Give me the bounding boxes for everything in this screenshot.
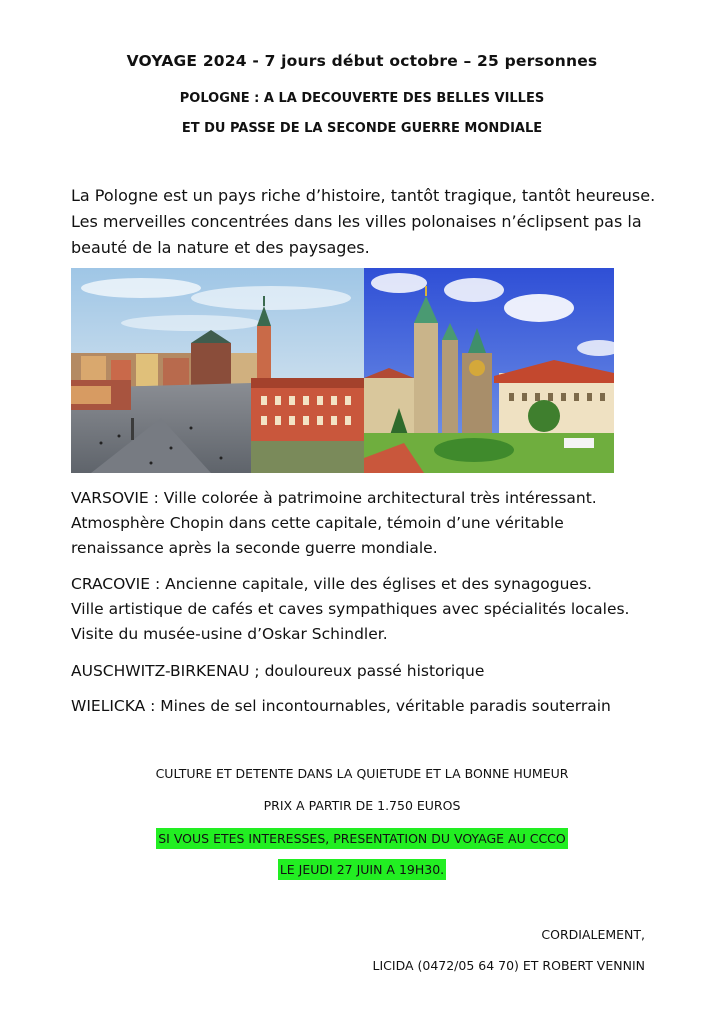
presentation-line: [0, 831, 724, 846]
intro-line: Les merveilles concentrées dans les villes polonaises n’éclipsent pas la: [71, 212, 642, 231]
intro-paragraph: [71, 183, 671, 261]
culture-line: CULTURE ET DETENTE DANS LA QUIETUDE ET LA BONNE HUMEUR: [155, 766, 569, 781]
date-highlight: LE JEUDI 27 JUIN A 19H30.: [278, 859, 446, 880]
intro-line: beauté de la nature et des paysages.: [71, 238, 370, 257]
cracovie-line: CRACOVIE : Ancienne capitale, ville des églises et des synagogues.: [71, 575, 592, 593]
subtitle-line-1: POLOGNE : A LA DECOUVERTE DES BELLES VILLES: [179, 91, 545, 106]
intro-line: La Pologne est un pays riche d’histoire, tantôt tragique, tantôt heureuse.: [71, 186, 656, 205]
closing-text: CORDIALEMENT,: [541, 927, 645, 942]
auschwitz-description: AUSCHWITZ-BIRKENAU ; douloureux passé historique: [71, 662, 485, 680]
krakow-photo: [364, 268, 614, 473]
cracovie-description: [71, 572, 691, 647]
varsovie-line: VARSOVIE : Ville colorée à patrimoine architectural très intéressant.: [71, 489, 597, 507]
date-line: [0, 862, 724, 877]
cracovie-line: Visite du musée-usine d’Oskar Schindler.: [71, 625, 388, 643]
varsovie-line: renaissance après la seconde guerre mondiale.: [71, 539, 438, 557]
signature-names: LICIDA (0472/05 64 70) ET ROBERT VENNIN: [372, 958, 645, 973]
subtitle-line-2: ET DU PASSE DE LA SECONDE GUERRE MONDIALE: [181, 121, 543, 136]
wielicka-description: WIELICKA : Mines de sel incontournables, véritable paradis souterrain: [71, 697, 611, 715]
cracovie-line: Ville artistique de cafés et caves sympathiques avec spécialités locales.: [71, 600, 630, 618]
varsovie-description: [71, 486, 691, 561]
varsovie-line: Atmosphère Chopin dans cette capitale, témoin d’une véritable: [71, 514, 564, 532]
price-line: PRIX A PARTIR DE 1.750 EUROS: [263, 798, 461, 813]
warsaw-photo: [71, 268, 364, 473]
page-title: VOYAGE 2024 - 7 jours début octobre – 25 personnes: [126, 52, 598, 70]
presentation-highlight: SI VOUS ETES INTERESSES, PRESENTATION DU VOYAGE AU CCCO: [156, 828, 567, 849]
